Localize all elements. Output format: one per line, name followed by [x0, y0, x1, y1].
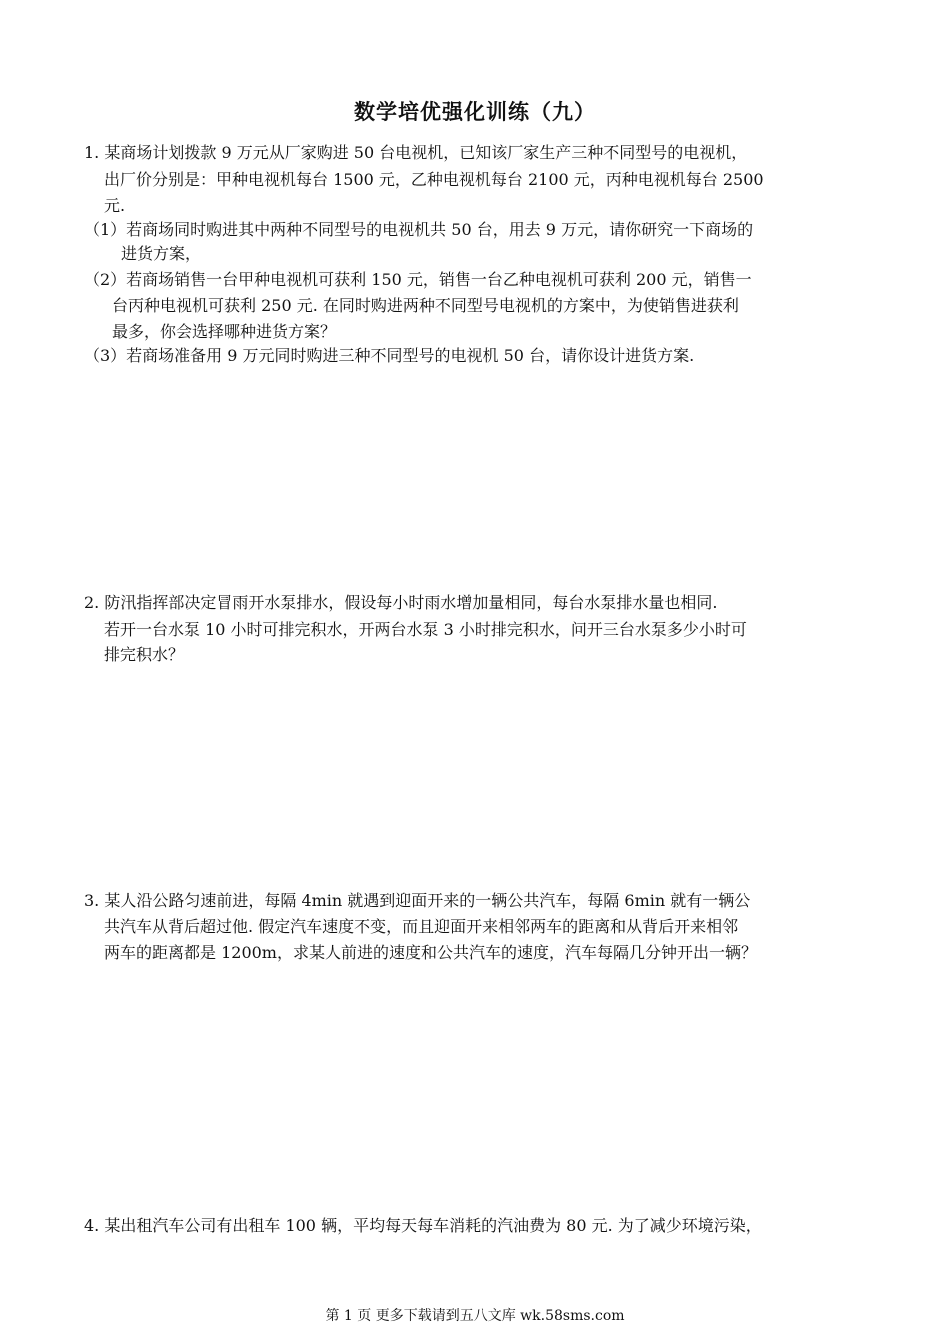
page-title: 数学培优强化训练（九）: [354, 99, 596, 124]
q1-line-3: 元.: [104, 196, 126, 215]
q1-sub2-line-3: 最多，你会选择哪种进货方案？: [112, 322, 337, 341]
page-footer: 第 1 页 更多下载请到五八文库 wk.58sms.com: [325, 1308, 625, 1324]
q3-line-2: 共汽车从背后超过他. 假定汽车速度不变，而且迎面开来相邻两车的距离和从背后开来相邻: [104, 917, 739, 936]
q3-line-3: 两车的距离都是 1200m，求某人前进的速度和公共汽车的速度，汽车每隔几分钟开出一辆？: [104, 943, 757, 962]
q2-line-1: 2. 防汛指挥部决定冒雨开水泵排水，假设每小时雨水增加量相同，每台水泵排水量也相同.: [84, 593, 718, 612]
q1-sub3-line-1: （3）若商场准备用 9 万元同时购进三种不同型号的电视机 50 台，请你设计进货方案.: [84, 346, 695, 365]
q1-line-2: 出厂价分别是：甲种电视机每台 1500 元，乙种电视机每台 2100 元，丙种电视机每台 2500: [104, 170, 764, 189]
q1-sub1-line-2: 进货方案，: [121, 244, 202, 263]
q2-line-2: 若开一台水泵 10 小时可排完积水，开两台水泵 3 小时排完积水，问开三台水泵多少小时可: [104, 620, 747, 639]
q4-line-1: 4. 某出租汽车公司有出租车 100 辆，平均每天每车消耗的汽油费为 80 元. 为了减少环境污染，: [84, 1216, 762, 1235]
q1-sub1-line-1: （1）若商场同时购进其中两种不同型号的电视机共 50 台，用去 9 万元，请你研究一下商场的: [84, 220, 754, 239]
q3-line-1: 3. 某人沿公路匀速前进，每隔 4min 就遇到迎面开来的一辆公共汽车，每隔 6min 就有一辆公: [84, 891, 751, 910]
q1-sub2-line-2: 台丙种电视机可获利 250 元. 在同时购进两种不同型号电视机的方案中，为使销售进获利: [112, 296, 739, 315]
q1-sub2-line-1: （2）若商场销售一台甲种电视机可获利 150 元，销售一台乙种电视机可获利 200 元，销售一: [84, 270, 752, 289]
q1-line-1: 1. 某商场计划拨款 9 万元从厂家购进 50 台电视机，已知该厂家生产三种不同型号的电视机，: [84, 143, 748, 162]
q2-line-3: 排完积水？: [104, 645, 185, 664]
